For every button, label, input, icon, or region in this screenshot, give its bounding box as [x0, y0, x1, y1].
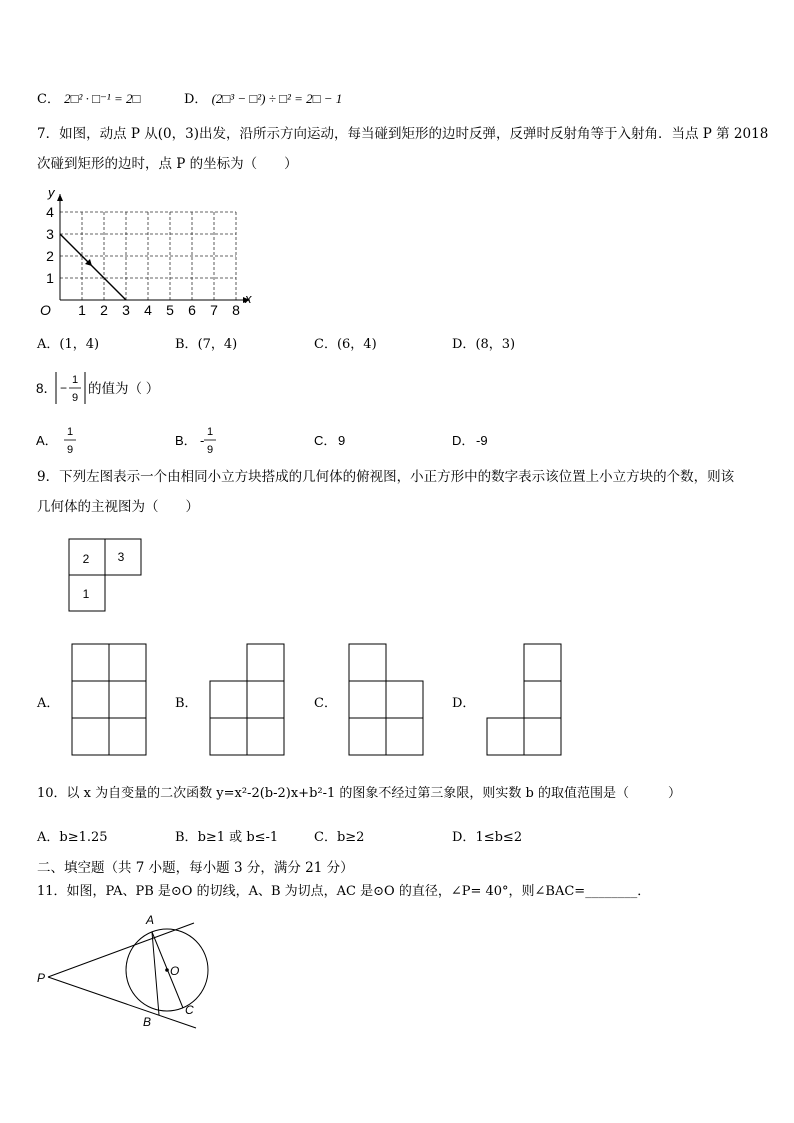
- frac-numerator: 1: [206, 426, 214, 438]
- q7-option-a: [37, 333, 99, 352]
- q8-number: 8．: [36, 381, 58, 396]
- q10-option-b: [175, 826, 278, 845]
- option-label: A．: [37, 337, 60, 352]
- q9-option-a-label: A．: [37, 696, 60, 711]
- q7-coordinate-graph: [36, 184, 266, 319]
- x-tick: 6: [188, 302, 196, 318]
- cube-count: 3: [117, 550, 125, 564]
- q9-option-b-figure: [209, 643, 285, 756]
- option-label: D．: [452, 830, 476, 845]
- q9-option-c-figure: [348, 643, 424, 756]
- q7-option-b: [175, 333, 237, 352]
- option-text: (6，4): [336, 337, 377, 352]
- cube-count: 1: [82, 587, 90, 601]
- q9-option-a-figure: [71, 643, 147, 756]
- q6-option-d: [184, 88, 342, 107]
- q8-stem: [36, 368, 216, 408]
- option-label: B．: [175, 433, 197, 448]
- x-axis-label: x: [245, 291, 252, 306]
- q9-option-d-figure: [486, 643, 562, 756]
- frac-denominator: 9: [206, 444, 214, 456]
- option-expression: (2□³ − □²) ÷ □² = 2□ − 1: [211, 91, 343, 106]
- q9-top-view: [68, 538, 144, 614]
- x-tick: 3: [122, 302, 130, 318]
- option-text: b≥2: [336, 830, 365, 845]
- point-label-a: A: [146, 913, 155, 927]
- q11-tangent-circle-figure: [34, 908, 214, 1033]
- point-label-o: O: [170, 964, 180, 978]
- option-label: D．: [452, 337, 476, 352]
- option-text: 9: [338, 433, 346, 448]
- y-tick: 2: [46, 248, 54, 264]
- center-point: [165, 968, 169, 972]
- q7-stem-line1: 7．如图，动点 P 从(0，3)出发，沿所示方向运动，每当碰到矩形的边时反弹，反弹时反射角等于入射角．当点 P 第 2018: [37, 126, 769, 142]
- frac-numerator: 1: [71, 374, 79, 386]
- option-label: C．: [314, 337, 337, 352]
- option-text: (8，3): [475, 337, 516, 352]
- q8-option-c: [314, 433, 345, 448]
- q7-option-c: [314, 333, 377, 352]
- cube-count: 2: [82, 552, 90, 566]
- option-label: C．: [314, 433, 337, 448]
- q7-option-d: [452, 333, 515, 352]
- frac-denominator: 9: [66, 444, 74, 456]
- point-label-b: B: [143, 1015, 152, 1029]
- option-label: B．: [175, 337, 198, 352]
- q9-option-b-label: B．: [175, 696, 198, 711]
- x-tick: 5: [166, 302, 174, 318]
- q10-option-c: [314, 826, 364, 845]
- origin-label: O: [40, 302, 51, 318]
- option-label: B．: [175, 830, 198, 845]
- x-tick: 2: [100, 302, 108, 318]
- q7-stem-line2: 次碰到矩形的边时，点 P 的坐标为（ ）: [37, 156, 298, 172]
- q9-stem-line1: 9．下列左图表示一个由相同小立方块搭成的几何体的俯视图，小正方形中的数字表示该位置上小立方块的个数，则该: [37, 469, 735, 485]
- option-text: (1，4): [59, 337, 100, 352]
- q8-option-a: [36, 426, 76, 456]
- option-label: C．: [314, 830, 337, 845]
- q8-option-d: [452, 433, 488, 448]
- frac-sign: −: [60, 381, 68, 395]
- frac-sign: -: [200, 433, 205, 448]
- q11-stem: 11．如图，PA、PB 是⊙O 的切线，A、B 为切点，AC 是⊙O 的直径，∠P= 40°，则∠BAC=________．: [37, 884, 651, 899]
- frac-numerator: 1: [66, 426, 74, 438]
- y-tick: 3: [46, 226, 54, 242]
- q8-options: [36, 420, 536, 460]
- option-text: b≥1.25: [59, 830, 108, 845]
- y-tick: 1: [46, 270, 54, 286]
- option-text: (7，4): [197, 337, 238, 352]
- q8-option-b: [175, 426, 216, 456]
- frac-denominator: 9: [71, 392, 79, 404]
- q9-option-c-label: C．: [314, 696, 337, 711]
- y-axis-label: y: [48, 185, 55, 200]
- x-tick: 8: [232, 302, 240, 318]
- q10-option-d: [452, 826, 522, 845]
- section-heading: 二、填空题（共 7 小题，每小题 3 分，满分 21 分）: [37, 860, 354, 876]
- point-label-c: C: [185, 1003, 194, 1017]
- option-text: 1≤b≤2: [475, 830, 523, 845]
- option-expression: 2□² · □⁻¹ = 2□: [64, 91, 141, 106]
- q6-option-c: [37, 88, 140, 107]
- q8-suffix: 的值为（ ）: [88, 381, 160, 396]
- option-label: C．: [37, 92, 60, 107]
- q9-stem-line2: 几何体的主视图为（ ）: [37, 499, 199, 515]
- option-label: A．: [37, 830, 60, 845]
- option-text: -9: [476, 433, 488, 448]
- q10-stem: 10．以 x 为自变量的二次函数 y=x²-2(b-2)x+b²-1 的图象不经过第三象限，则实数 b 的取值范围是（ ）: [37, 786, 681, 801]
- x-tick: 7: [210, 302, 218, 318]
- option-label: A．: [36, 433, 58, 448]
- option-label: D．: [184, 92, 208, 107]
- y-tick: 4: [46, 204, 54, 220]
- x-tick: 1: [78, 302, 86, 318]
- q10-option-a: [37, 826, 108, 845]
- point-label-p: P: [37, 971, 46, 985]
- option-text: b≥1 或 b≤-1: [197, 830, 279, 845]
- q9-option-d-label: D．: [452, 696, 476, 711]
- option-label: D．: [452, 433, 475, 448]
- x-tick: 4: [144, 302, 152, 318]
